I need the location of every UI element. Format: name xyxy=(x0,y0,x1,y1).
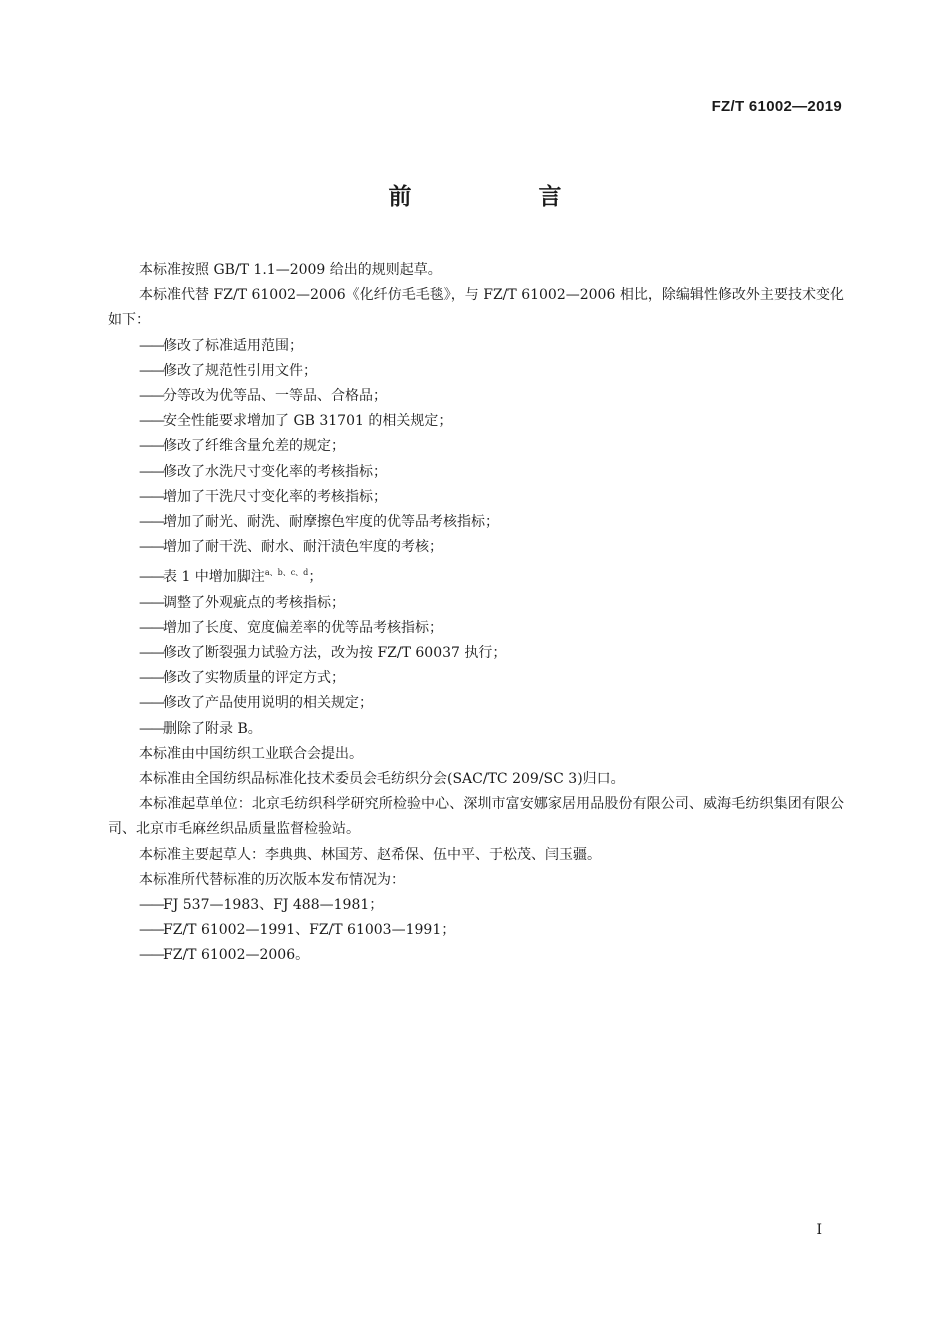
change-item xyxy=(108,717,844,742)
history-item xyxy=(108,943,844,968)
change-text: 删除了附录 B。 xyxy=(163,720,262,737)
dash-mark: —— xyxy=(139,438,163,455)
change-item xyxy=(108,359,844,384)
change-text: 增加了长度、宽度偏差率的优等品考核指标； xyxy=(163,619,443,636)
change-item xyxy=(108,641,844,666)
history-item xyxy=(108,918,844,943)
change-text-tail: ； xyxy=(308,569,323,586)
change-item xyxy=(108,535,844,560)
change-item xyxy=(108,591,844,616)
change-text: 修改了水洗尺寸变化率的考核指标； xyxy=(163,463,387,480)
change-item xyxy=(108,666,844,691)
change-item xyxy=(108,409,844,434)
paragraph-history-intro: 本标准所代替标准的历次版本发布情况为： xyxy=(139,871,405,888)
change-text: 修改了产品使用说明的相关规定； xyxy=(163,695,373,712)
change-text: 安全性能要求增加了 GB 31701 的相关规定； xyxy=(163,413,453,430)
paragraph-proposer: 本标准由中国纺织工业联合会提出。 xyxy=(139,745,363,762)
change-item xyxy=(108,485,844,510)
dash-mark: —— xyxy=(139,947,163,964)
paragraph-drafters: 本标准主要起草人：李典典、林国芳、赵希保、伍中平、于松茂、闫玉疆。 xyxy=(139,846,601,863)
change-item xyxy=(108,384,844,409)
history-text: FZ/T 61002—2006。 xyxy=(163,947,310,964)
dash-mark: —— xyxy=(139,619,163,636)
change-text: 修改了实物质量的评定方式； xyxy=(163,670,345,687)
paragraph-drafting-units: 本标准起草单位：北京毛纺织科学研究所检验中心、深圳市富安娜家居用品股份有限公司、威海毛纺织集团有限公司、北京市毛麻丝织品质量监督检验站。 xyxy=(108,796,844,838)
change-text: 修改了标准适用范围； xyxy=(163,337,303,354)
change-text: 增加了耐光、耐洗、耐摩擦色牢度的优等品考核指标； xyxy=(163,514,499,531)
change-text: 调整了外观疵点的考核指标； xyxy=(163,594,345,611)
change-text: 表 1 中增加脚注 xyxy=(163,569,265,586)
change-text: 分等改为优等品、一等品、合格品； xyxy=(163,388,387,405)
history-text: FZ/T 61002—1991、FZ/T 61003—1991； xyxy=(163,922,456,939)
history-item xyxy=(108,893,844,918)
dash-mark: —— xyxy=(139,514,163,531)
dash-mark: —— xyxy=(139,413,163,430)
change-item xyxy=(108,334,844,359)
dash-mark: —— xyxy=(139,922,163,939)
change-item xyxy=(108,616,844,641)
paragraph-drafting-rules: 本标准按照 GB/T 1.1—2009 给出的规则起草。 xyxy=(139,262,442,278)
change-text: 修改了断裂强力试验方法，改为按 FZ/T 60037 执行； xyxy=(163,645,507,662)
change-item xyxy=(108,434,844,459)
dash-mark: —— xyxy=(139,720,163,737)
history-text: FJ 537—1983、FJ 488—1981； xyxy=(163,897,384,914)
dash-mark: —— xyxy=(139,594,163,611)
change-text: 增加了耐干洗、耐水、耐汗渍色牢度的考核； xyxy=(163,539,443,556)
change-text: 增加了干洗尺寸变化率的考核指标； xyxy=(163,488,387,505)
change-item xyxy=(108,510,844,535)
paragraph-replacement: 本标准代替 FZ/T 61002—2006《化纤仿毛毛毯》，与 FZ/T 61002—2006 相比，除编辑性修改外主要技术变化如下： xyxy=(108,287,844,329)
dash-mark: —— xyxy=(139,463,163,480)
page-title: 前 言 xyxy=(388,184,614,210)
dash-mark: —— xyxy=(139,897,163,914)
paragraph-administrator: 本标准由全国纺织品标准化技术委员会毛纺织分会(SAC/TC 209/SC 3)归口。 xyxy=(139,771,625,788)
dash-mark: —— xyxy=(139,645,163,662)
page-number: I xyxy=(816,1222,822,1238)
change-text: 修改了规范性引用文件； xyxy=(163,362,317,379)
dash-mark: —— xyxy=(139,539,163,556)
change-text: 修改了纤维含量允差的规定； xyxy=(163,438,345,455)
change-item xyxy=(108,560,844,590)
dash-mark: —— xyxy=(139,695,163,712)
change-item xyxy=(108,691,844,716)
dash-mark: —— xyxy=(139,337,163,354)
dash-mark: —— xyxy=(139,362,163,379)
dash-mark: —— xyxy=(139,569,163,586)
dash-mark: —— xyxy=(139,388,163,405)
foreword-body xyxy=(108,258,844,969)
change-item xyxy=(108,460,844,485)
footnote-superscript: a、b、c、d xyxy=(264,568,309,578)
standard-code: FZ/T 61002—2019 xyxy=(711,98,842,115)
dash-mark: —— xyxy=(139,670,163,687)
dash-mark: —— xyxy=(139,488,163,505)
